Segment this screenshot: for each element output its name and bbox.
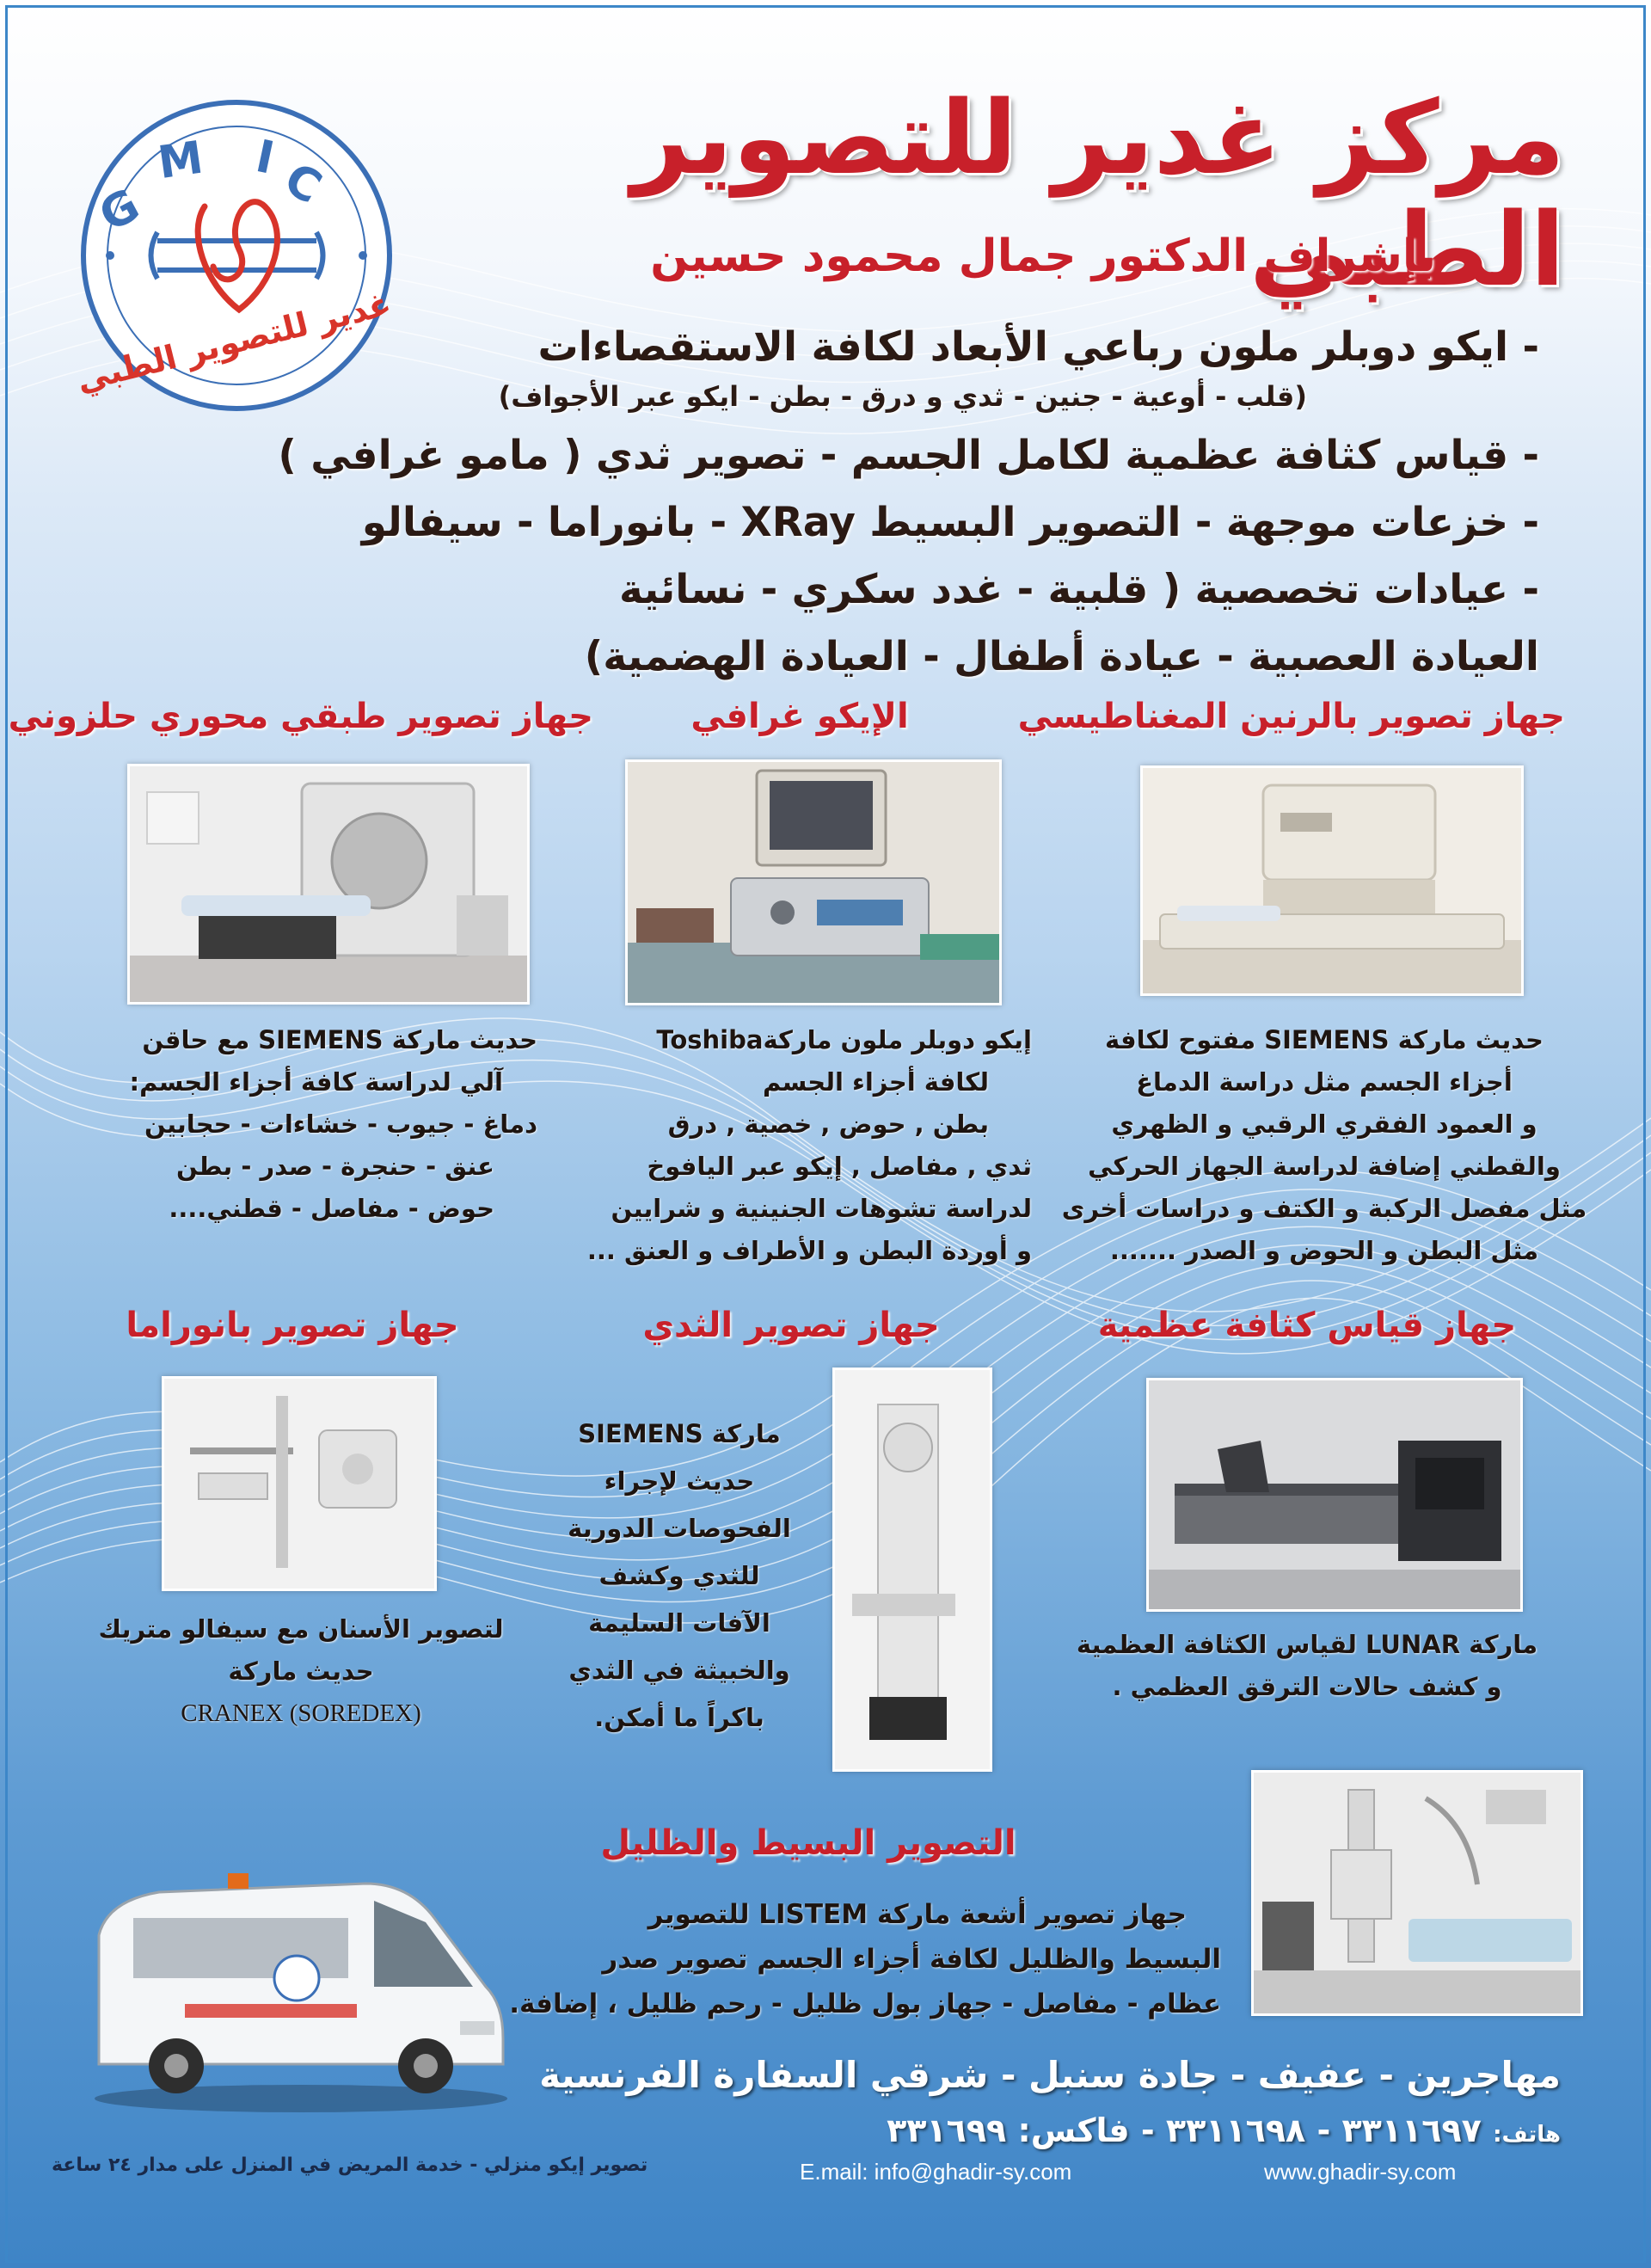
xray-desc-line: جهاز تصوير أشعة ماركة LISTEM للتصوير (648, 1899, 1187, 1930)
ct-desc-line: حديث ماركة SIEMENS مع حاقن (142, 1025, 537, 1054)
panorama-description (69, 1608, 533, 1735)
logo-letter-m: M (155, 132, 206, 190)
service-line-echo: - ايكو دوبلر ملون رباعي الأبعاد لكافة الاستقصاءات (537, 323, 1539, 371)
ct-desc-line: عنق - حنجرة - صدر - بطن (176, 1152, 494, 1181)
service-line-clinics-2: العيادة العصبية - عيادة أطفال - العيادة الهضمية) (584, 633, 1539, 680)
mammo-description (533, 1411, 826, 1742)
phone-label: هاتف: (1493, 2122, 1561, 2148)
logo-letter-g: G (91, 179, 149, 243)
mri-desc-line: مثل مفصل الركبة و الكتف و دراسات أخرى (1061, 1194, 1587, 1223)
bone-density-photo (1146, 1378, 1523, 1612)
panorama-title: جهاز تصوير بانوراما (126, 1306, 459, 1345)
echo-desc-line: لكافة أجزاء الجسم (762, 1067, 989, 1097)
mammo-desc-line: الفحوصات الدورية (568, 1514, 791, 1543)
mri-desc-line: والقطني إضافة لدراسة الجهاز الحركي (1088, 1152, 1561, 1181)
mri-photo (1140, 765, 1524, 996)
mammo-photo (832, 1368, 992, 1772)
center-title: مركز غدير للتصوير الطبي (631, 78, 1565, 309)
mri-desc-line: و العمود الفقري الرقبي و الظهري (1111, 1109, 1537, 1139)
echo-desc-line: بطن , حوض , خصية , درق (667, 1109, 989, 1139)
ct-desc-line: دماغ - جيوب - خشاءات - حجابين (144, 1109, 537, 1139)
services-list (249, 314, 1539, 691)
ct-description (56, 1019, 537, 1230)
website-link[interactable]: www.ghadir-sy.com (1264, 2159, 1457, 2185)
service-line-biopsy: - خزعات موجهة - التصوير البسيط XRay - بانوراما - سيفالو (361, 499, 1539, 546)
address: مهاجرين - عفيف - جادة سنبل - شرقي السفارة الفرنسية (539, 2054, 1561, 2096)
mammo-desc-line: حديث لإجراء (604, 1466, 755, 1496)
mammo-desc-line: باكراً ما أمكن. (594, 1703, 764, 1732)
phone-numbers (887, 2111, 1561, 2149)
echo-title: الإيكو غرافي (690, 697, 909, 736)
xray-photo (1251, 1770, 1583, 2016)
mri-desc-line: حديث ماركة SIEMENS مفتوح لكافة (1105, 1025, 1544, 1054)
echo-desc-line: إيكو دوبلر ملون ماركةToshiba (656, 1025, 1032, 1054)
mri-description (1058, 1019, 1591, 1272)
ct-desc-line: حوض - مفاصل - قطني.... (169, 1194, 494, 1223)
email-link[interactable]: E.mail: info@ghadir-sy.com (800, 2159, 1072, 2185)
mammo-desc-line: والخبيثة في الثدي (568, 1656, 790, 1685)
ct-title: جهاز تصوير طبقي محوري حلزوني (8, 697, 593, 736)
mammo-title: جهاز تصوير الثدي (642, 1306, 940, 1345)
mammo-desc-line: ماركة SIEMENS (578, 1419, 781, 1448)
mri-desc-line: مثل البطن و الحوض و الصدر ....... (1109, 1236, 1539, 1265)
echo-desc-line: ثدي , مفاصل , إيكو عبر اليافوخ (647, 1152, 1032, 1181)
mammo-desc-line: الآفات السليمة (588, 1608, 770, 1638)
ct-photo (127, 764, 530, 1005)
service-line-densitometry: - قياس كثافة عظمية لكامل الجسم - تصوير ثدي ( مامو غرافي ) (278, 432, 1539, 479)
echo-description (568, 1019, 1032, 1272)
bone-density-description (1032, 1624, 1582, 1708)
service-line-echo-detail: (قلب - أوعية - جنين - ثدي و درق - بطن - ايكو عبر الأجواف) (498, 380, 1307, 413)
ct-desc-line: آلي لدراسة كافة أجزاء الجسم: (129, 1067, 503, 1097)
panorama-desc-line: لتصوير الأسنان مع سيفالو متريك (98, 1614, 504, 1644)
xray-desc-line: عظام - مفاصل - جهاز بول ظليل - رحم ظليل ، إضافة. (509, 1988, 1221, 2019)
mri-desc-line: أجزاء الجسم مثل دراسة الدماغ (1136, 1067, 1513, 1097)
service-line-clinics: - عيادات تخصصية ( قلبية - غدد سكري - نسائية (618, 566, 1539, 613)
mri-title: جهاز تصوير بالرنين المغناطيسي (1017, 697, 1565, 736)
echo-desc-line: لدراسة تشوهات الجنينية و شرايين (611, 1194, 1032, 1223)
bone-desc-line: ماركة LUNAR لقياس الكثافة العظمية (1076, 1630, 1538, 1659)
ambulance-image (82, 1841, 520, 2116)
xray-title: التصوير البسيط والظليل (600, 1823, 1016, 1863)
home-service-note: تصوير إيكو منزلي - خدمة المريض في المنزل على مدار ٢٤ ساعة (52, 2154, 648, 2176)
logo-letter-c: C (275, 153, 330, 215)
supervisor-line: بإشراف الدكتور جمال محمود حسين (650, 230, 1436, 282)
xray-description (447, 1892, 1221, 2026)
xray-desc-line: البسيط والظليل لكافة أجزاء الجسم تصوير صدر (602, 1944, 1221, 1975)
bone-density-title: جهاز قياس كثافة عظمية (1097, 1306, 1517, 1345)
panorama-photo (162, 1376, 437, 1591)
panorama-desc-line: حديث ماركة (228, 1656, 374, 1686)
logo-arabic-name: غدير للتصوير الطبي (76, 284, 396, 400)
echo-photo (625, 759, 1002, 1005)
logo-letter-i: I (251, 131, 279, 185)
bone-desc-line: و كشف حالات الترقق العظمي . (1112, 1672, 1502, 1701)
mammo-desc-line: للثدي وكشف (598, 1561, 760, 1590)
phone-values: ٣٣١١٦٩٧ - ٣٣١١٦٩٨ - فاكس: ٣٣١٦٩٩ (887, 2111, 1482, 2149)
echo-desc-line: و أوردة البطن و الأطراف و العنق ... (586, 1236, 1032, 1265)
panorama-desc-line: CRANEX (SOREDEX) (181, 1699, 421, 1727)
ambulance-icon (82, 1841, 520, 2116)
